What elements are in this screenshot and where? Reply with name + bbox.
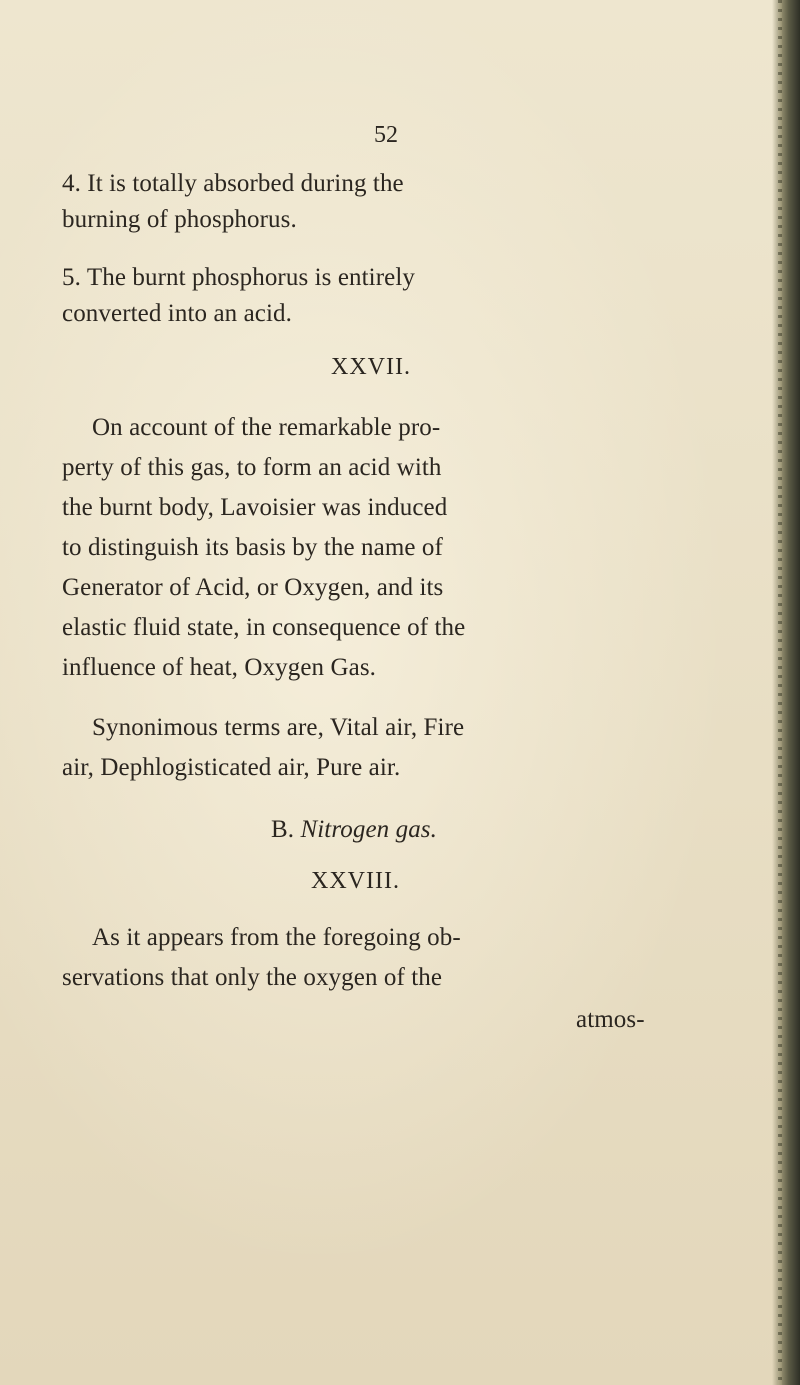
section-heading-xxvii: XXVII. xyxy=(331,354,411,380)
catchword: atmos- xyxy=(576,1006,645,1033)
item-5-line-2: converted into an acid. xyxy=(62,300,292,327)
item-4-line-2: burning of phosphorus. xyxy=(62,206,297,233)
paragraph-line: elastic fluid state, in consequence of the xyxy=(62,614,466,641)
section-heading-xxviii: XXVIII. xyxy=(311,868,400,894)
page-number: 52 xyxy=(374,122,398,148)
paragraph-line: influence of heat, Oxygen Gas. xyxy=(62,654,376,681)
paragraph-line: perty of this gas, to form an acid with xyxy=(62,454,442,481)
paragraph-line: As it appears from the foregoing ob- xyxy=(92,924,461,951)
item-4-line-1: 4. It is totally absorbed during the xyxy=(62,170,404,197)
paragraph-line: servations that only the oxygen of the xyxy=(62,964,443,991)
paragraph-line: the burnt body, Lavoisier was induced xyxy=(62,494,448,521)
synonyms-line: Synonimous terms are, Vital air, Fire xyxy=(92,714,465,741)
subsection-label: B. xyxy=(271,816,295,843)
synonyms-line: air, Dephlogisticated air, Pure air. xyxy=(62,754,401,781)
item-5-line-1: 5. The burnt phosphorus is entirely xyxy=(62,264,415,291)
paragraph-line: to distinguish its basis by the name of xyxy=(62,534,443,561)
subsection-b-heading xyxy=(271,812,437,848)
subsection-title: Nitrogen gas. xyxy=(300,816,437,843)
paragraph-line: Generator of Acid, or Oxygen, and its xyxy=(62,574,444,601)
paragraph-line: On account of the remarkable pro- xyxy=(92,414,441,441)
page-spine-edge xyxy=(772,0,800,1385)
